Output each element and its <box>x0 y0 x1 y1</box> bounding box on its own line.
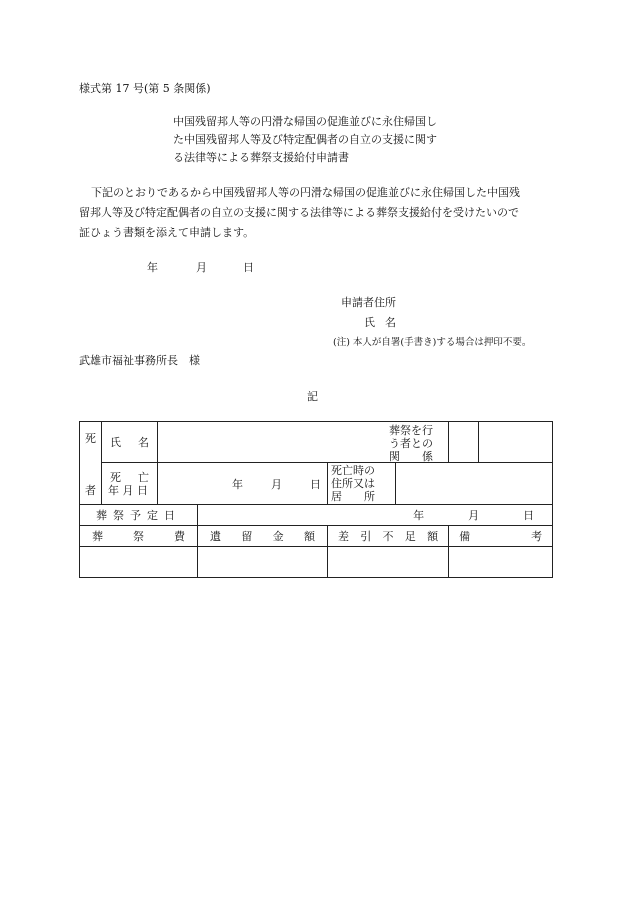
relation-label <box>449 422 479 463</box>
title-line: 中国残留邦人等の円滑な帰国の促進並びに永住帰国し <box>173 115 437 128</box>
estate-amount-header <box>198 526 328 547</box>
label-char: 不 <box>382 530 394 543</box>
label-char: 額 <box>303 530 315 543</box>
funeral-date-label <box>80 505 198 526</box>
death-date-label <box>102 463 158 505</box>
form-number: 様式第 17 号(第 5 条関係) <box>79 82 211 95</box>
date-year-label: 年 <box>147 261 158 274</box>
death-date-field[interactable] <box>158 463 328 505</box>
applicant-name-label: 氏名 <box>364 316 406 329</box>
deceased-name-label <box>102 422 158 463</box>
day-unit: 日 <box>310 477 321 491</box>
label-char: 留 <box>241 530 253 543</box>
label-char: 考 <box>531 530 543 543</box>
funeral-support-table <box>79 421 553 578</box>
label-line: 年 月 日 <box>108 483 148 497</box>
shortfall-field[interactable] <box>328 547 449 578</box>
funeral-cost-field[interactable] <box>80 547 198 578</box>
relation-label-text <box>389 424 433 463</box>
applicant-address-label: 申請者住所 <box>341 296 396 309</box>
recipient: 武雄市福祉事務所長 様 <box>79 354 200 367</box>
address-at-death-label <box>328 463 396 505</box>
label-line: 葬祭を行 <box>389 424 433 437</box>
title-line: る法律等による葬祭支援給付申請書 <box>173 151 349 164</box>
funeral-date-field[interactable] <box>198 505 553 526</box>
label-char: 予 <box>130 509 141 522</box>
label-line: 居 所 <box>331 490 375 503</box>
label-char: 金 <box>272 530 284 543</box>
year-unit: 年 <box>413 509 425 522</box>
deceased-label-cell <box>80 422 102 505</box>
label-char: 葬 <box>96 509 107 522</box>
label-char: 死 <box>110 470 121 484</box>
label-char: 差 <box>338 530 349 543</box>
application-statement <box>79 183 559 243</box>
deceased-label-char: 死 <box>85 432 96 445</box>
day-unit: 日 <box>523 509 535 522</box>
date-day-label: 日 <box>243 261 254 274</box>
ki-heading: 記 <box>307 390 318 403</box>
year-unit: 年 <box>232 477 243 491</box>
remarks-field[interactable] <box>449 547 553 578</box>
label-char: 亡 <box>138 470 149 484</box>
label-char: 名 <box>138 436 149 449</box>
relation-field[interactable] <box>479 422 553 463</box>
estate-amount-field[interactable] <box>198 547 328 578</box>
deceased-label-char: 者 <box>85 484 96 497</box>
label-line: 住所又は <box>331 477 375 490</box>
label-char: 氏 <box>110 436 121 449</box>
label-char: 費 <box>174 530 185 543</box>
label-char: 祭 <box>133 530 144 543</box>
address-at-death-field[interactable] <box>396 463 553 505</box>
title-line: た中国残留邦人等及び特定配偶者の自立の支援に関す <box>173 133 437 146</box>
seal-note: (注) 本人が自署(手書き)する場合は押印不要。 <box>333 337 532 348</box>
month-unit: 月 <box>271 477 282 491</box>
label-char: 日 <box>164 509 175 522</box>
label-char: 定 <box>147 509 158 522</box>
label-char: 額 <box>427 530 439 543</box>
label-char: 祭 <box>113 509 124 522</box>
shortfall-header <box>328 526 449 547</box>
label-char: 足 <box>404 530 416 543</box>
statement-line: 留邦人等及び特定配偶者の自立の支援に関する法律等による葬祭支援給付を受けたいので <box>79 206 519 219</box>
label-line: 死亡時の <box>331 464 375 477</box>
label-char: 備 <box>459 530 471 543</box>
month-unit: 月 <box>468 509 480 522</box>
label-line: 関 係 <box>389 450 433 463</box>
date-month-label: 月 <box>196 261 207 274</box>
form-title <box>173 113 437 167</box>
label-char: 葬 <box>92 530 103 543</box>
statement-line: 下記のとおりであるから中国残留邦人等の円滑な帰国の促進並びに永住帰国した中国残 <box>91 186 520 199</box>
funeral-cost-header <box>80 526 198 547</box>
label-char: 遺 <box>210 530 221 543</box>
label-line: う者との <box>389 437 433 450</box>
remarks-header <box>449 526 553 547</box>
label-char: 引 <box>360 530 372 543</box>
statement-line: 証ひょう書類を添えて申請します。 <box>79 226 255 239</box>
